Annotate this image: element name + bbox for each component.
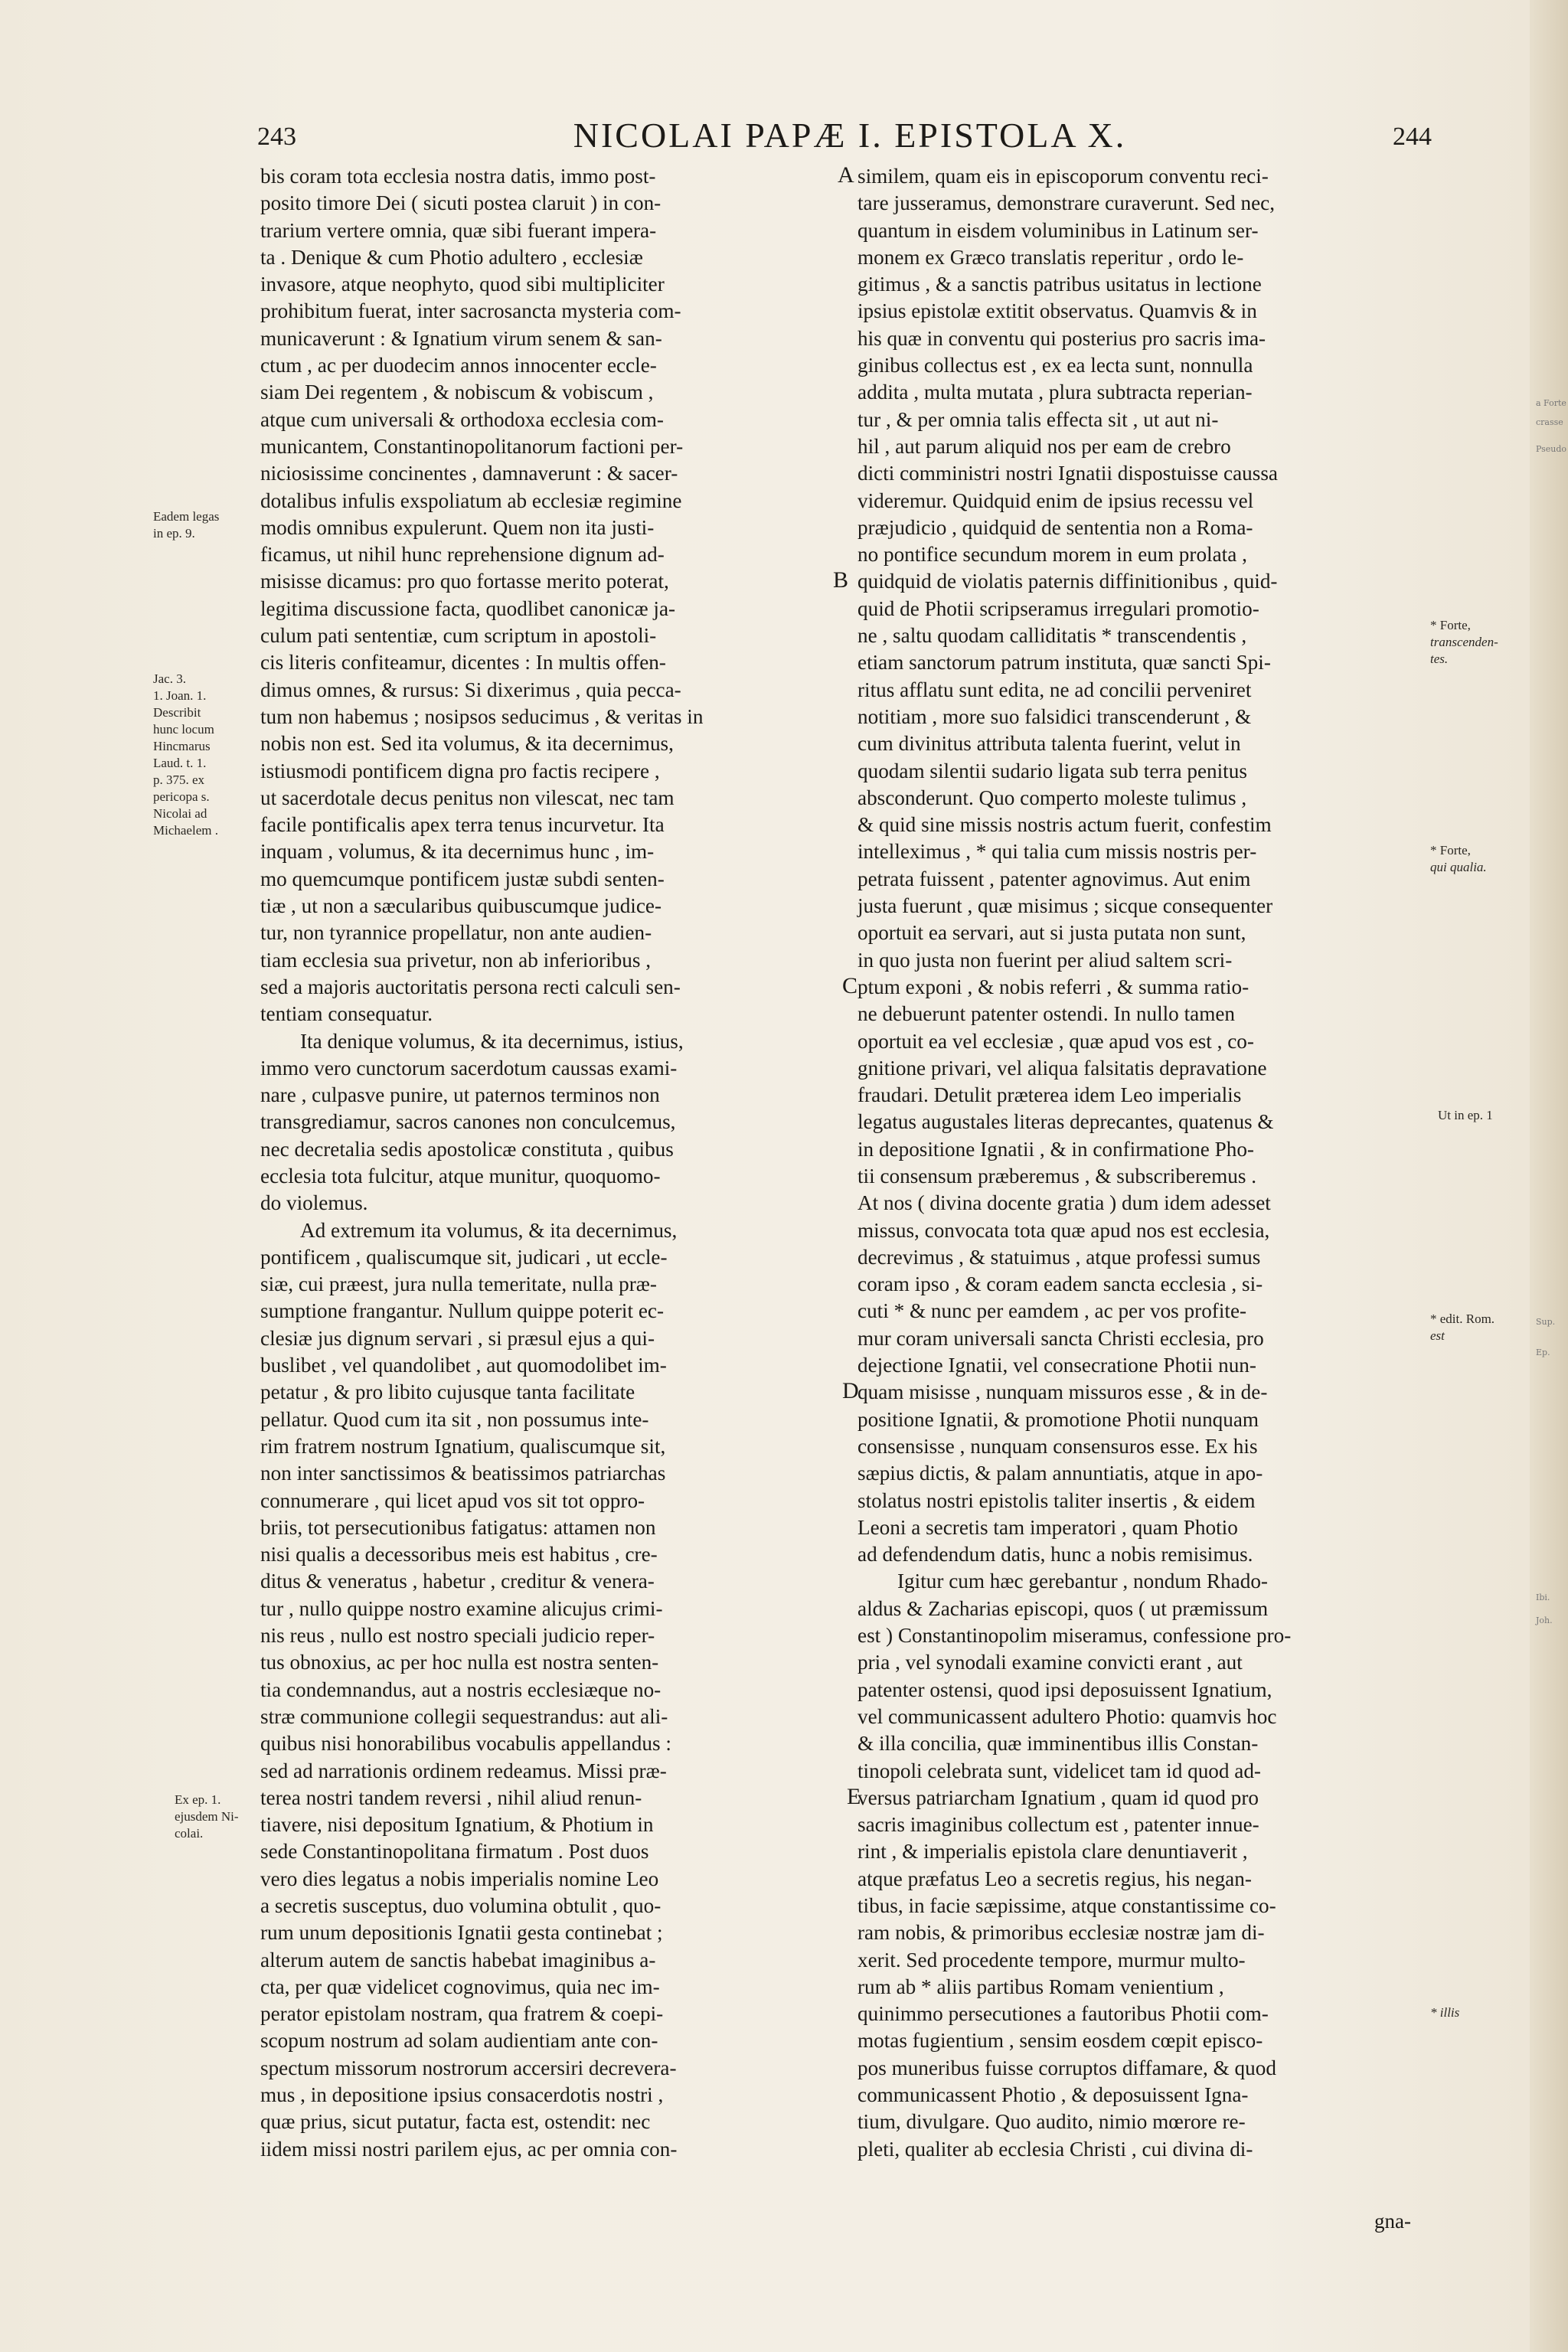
text-line: nare , culpasve punire, ut paternos terminos non [260,1083,660,1107]
edge-fragment: Pseudo [1536,444,1567,454]
text-line: & illa concilia, quæ imminentibus illis Constan- [858,1732,1259,1756]
section-mark-e: E [847,1784,861,1809]
text-line: quantum in eisdem voluminibus in Latinum ser- [858,218,1259,242]
text-line: niciosissime concinentes , damnaverunt : & sacer- [260,462,678,485]
text-line: municantem, Constantinopolitanorum factioni per- [260,434,684,458]
text-line: sumptione frangantur. Nullum quippe poterit ec- [260,1299,665,1323]
text-line: nis reus , nullo est nostro speciali judicio reper- [260,1624,655,1648]
text-line: istiusmodi pontificem digna pro factis recipere , [260,759,660,782]
note-line: Eadem legas [153,509,220,524]
text-line: monem ex Græco translatis reperitur , ordo le- [858,245,1244,269]
margin-note-transcendentes [1430,617,1522,668]
text-line: nisi qualis a decessoribus meis est habitus , cre- [260,1543,658,1566]
note-line: Ex ep. 1. [175,1792,221,1807]
section-mark-d: D [842,1378,859,1403]
text-line: do violemus. [260,1191,368,1215]
text-line: præjudicio , quidquid de sententia non a Roma- [858,515,1253,539]
note-line: in ep. 9. [153,526,195,541]
text-line: cis literis confiteamur, dicentes : In multis offen- [260,651,666,675]
note-line: * Forte, [1430,618,1471,632]
text-line: quinimmo persecutiones a fautoribus Photii com- [858,2002,1269,2026]
text-line: gitimus , & a sanctis patribus usitatus in lectione [858,273,1262,296]
text-line: absconderunt. Quo comperto moleste tulimus , [858,786,1247,809]
text-line: gnitione privari, vel aliqua falsitatis depravatione [858,1056,1267,1080]
text-line: siæ, cui præest, jura nulla temeritate, nulla præ- [260,1272,657,1296]
text-line: tiam ecclesia sua privetur, non ab inferioribus , [260,948,652,972]
text-line: municaverunt : & Ignatium virum senem & san- [260,326,662,350]
text-line: quodam silentii sudario ligata sub terra penitus [858,759,1247,782]
note-line: 1. Joan. 1. [153,688,207,703]
text-line: sacris imaginibus collectum est , patenter innue- [858,1813,1259,1837]
text-line: rim fratrem nostrum Ignatium, qualiscumque sit, [260,1434,666,1458]
text-line: briis, tot persecutionibus fatigatus: attamen non [260,1515,656,1539]
text-line: spectum missorum nostrorum accersiri decrevera- [260,2056,677,2079]
text-line: communicassent Photio , & deposuissent Igna- [858,2083,1249,2107]
text-line: tur , & per omnia talis effecta sit , ut aut ni- [858,407,1219,431]
text-line: ptum exponi , & nobis referri , & summa ratio- [858,975,1250,998]
text-line: versus patriarcham Ignatium , quam id quod pro [858,1785,1259,1809]
text-line: consensisse , nunquam consensuros esse. Ex his [858,1434,1258,1458]
text-line: connumerare , qui licet apud vos sit tot oppro- [260,1488,645,1512]
margin-note-illis [1430,2004,1514,2021]
text-line: culum pati sententiæ, cum scriptum in apostoli- [260,624,657,648]
text-line: pleti, qualiter ab ecclesia Christi , cui divina di- [858,2137,1253,2161]
note-line: ejusdem Ni- [175,1809,239,1824]
note-line: Describit [153,705,201,720]
margin-note-ex-ep [175,1792,259,1842]
text-line: tum non habemus ; nosipsos seducimus , & veritas in [260,704,704,728]
text-line: dicti comministri nostri Ignatii dispostuisse caussa [858,462,1278,485]
text-line: in quo justa non fuerint per aliud saltem scri- [858,948,1233,972]
note-line: est [1430,1328,1445,1343]
facing-page-edge [1530,0,1568,2352]
text-line: facile pontificalis apex terra tenus incurvetur. Ita [260,813,665,837]
text-line: ctum , ac per duodecim annos innocenter eccle- [260,354,657,377]
text-line: missus, convocata tota quæ apud nos est ecclesia, [858,1218,1270,1242]
text-line: xerit. Sed procedente tempore, murmur multo- [858,1948,1246,1971]
text-line: vero dies legatus a nobis imperialis nomine Leo [260,1867,659,1890]
text-line: & quid sine missis nostris actum fuerit, confestim [858,813,1272,837]
text-line: stolatus nostri epistolis taliter insertis , & eidem [858,1488,1256,1512]
edge-fragment: Sup. [1536,1317,1556,1327]
text-line: tur , nullo quippe nostro examine alicujus crimi- [260,1596,663,1620]
text-line: quibus nisi honorabilibus vocabulis appellandus : [260,1732,671,1756]
text-line: pellatur. Quod cum ita sit , non possumus inte- [260,1407,649,1431]
text-line: nobis non est. Sed ita volumus, & ita decernimus, [260,732,674,756]
left-column-text [260,163,842,2163]
section-mark-a: A [838,162,854,188]
text-line: tare jusseramus, demonstrare curaverunt. Sed nec, [858,191,1276,215]
text-line: buslibet , vel quandolibet , aut quomodolibet im- [260,1354,667,1377]
page-header [253,115,1447,161]
text-line: ipsius epistolæ extitit observatus. Quamvis & in [858,299,1257,323]
text-line: ne , saltu quodam calliditatis * transcendentis , [858,624,1247,648]
text-line: trarium vertere omnia, quæ sibi fuerant impera- [260,218,657,242]
text-line: tus obnoxius, ac per hoc nulla est nostra senten- [260,1651,659,1674]
note-line: hunc locum [153,722,214,737]
text-line: petatur , & pro libito cujusque tanta facilitate [260,1380,635,1404]
note-line: * illis [1430,2005,1460,2020]
text-line: ficamus, ut nihil hunc reprehensione dignum ad- [260,543,665,567]
text-line: quid de Photii scripseramus irregulari promotio- [858,596,1259,620]
text-line: sæpius dictis, & palam annuntiatis, atque in apo- [858,1462,1263,1485]
text-line: invasore, atque neophyto, quod sibi multipliciter [260,273,665,296]
note-line: * Forte, [1430,843,1471,858]
text-line: tentiam consequatur. [260,1002,433,1026]
text-line: rint , & imperialis epistola clare denuntiaverit , [858,1840,1248,1864]
text-line: decrevimus , & statuimus , atque professi sumus [858,1245,1261,1269]
text-line: ram nobis, & primoribus ecclesiæ nostræ jam di- [858,1921,1265,1945]
catchword: gna- [1374,2210,1411,2233]
text-line: justa fuerunt , quæ misimus ; sicque consequenter [858,894,1273,918]
text-line: dimus omnes, & rursus: Si dixerimus , quia pecca- [260,678,681,701]
text-line: coram ipso , & coram eadem sancta ecclesia , si- [858,1272,1263,1296]
margin-note-ut-in-ep [1438,1107,1522,1124]
note-line: Jac. 3. [153,671,186,686]
text-line: alterum autem de sanctis habebat imaginibus a- [260,1948,656,1971]
text-line: patenter ostensi, quod ipsi deposuissent Ignatium, [858,1677,1272,1701]
edge-fragment: Joh. [1536,1615,1553,1625]
text-line: tinopoli celebrata sunt, videlicet tam id quod ad- [858,1759,1261,1782]
text-line: mus , in depositione ipsius consacerdotis nostri , [260,2083,664,2107]
text-line: At nos ( divina docente gratia ) dum idem adesset [858,1191,1271,1215]
text-line: similem, quam eis in episcoporum conventu reci- [858,165,1269,188]
note-line: colai. [175,1826,204,1841]
note-line: p. 375. ex [153,773,205,787]
text-line: atque cum universali & orthodoxa ecclesia com- [260,407,664,431]
text-line: positione Ignatii, & promotione Photii nunquam [858,1407,1259,1431]
text-line: videremur. Quidquid enim de ipsius recessu vel [858,488,1254,512]
note-line: Michaelem . [153,823,218,838]
text-line: cum divinitus attributa talenta fuerint, velut in [858,732,1241,756]
margin-note-qui-qualia [1430,842,1522,876]
text-line: misisse dicamus: pro quo fortasse merito poterat, [260,570,669,593]
text-line: terea nostri tandem reversi , nihil aliud renun- [260,1785,642,1809]
text-line: mo quemcumque pontificem justæ subdi senten- [260,867,665,890]
text-line: fraudari. Detulit præterea idem Leo imperialis [858,1083,1242,1107]
note-line: qui qualia. [1430,860,1487,874]
text-line: ut sacerdotale decus penitus non vilescat, nec tam [260,786,675,809]
text-line: quæ prius, sicut putatur, facta est, ostendit: nec [260,2110,651,2134]
text-line: ad defendendum datis, hunc a nobis remisimus. [858,1543,1253,1566]
text-line: quidquid de violatis paternis diffinitionibus , quid- [858,570,1278,593]
right-column-text [858,163,1447,2163]
page-number-right: 244 [1393,122,1432,151]
text-line: tiæ , ut non a sæcularibus quibuscumque judice- [260,894,662,918]
text-line: posito timore Dei ( sicuti postea claruit ) in con- [260,191,662,215]
text-line: ta . Denique & cum Photio adultero , ecclesiæ [260,245,643,269]
text-line: pria , vel synodali examine convicti erant , aut [858,1651,1243,1674]
note-line: tes. [1430,652,1449,666]
note-line: * edit. Rom. [1430,1312,1495,1326]
text-line: Ita denique volumus, & ita decernimus, istius, [300,1029,684,1053]
margin-note-hincmarus [153,671,253,839]
text-line: legitima discussione facta, quodlibet canonicæ ja- [260,596,676,620]
text-line: dotalibus infulis exspoliatum ab ecclesiæ regimine [260,488,682,512]
text-line: hil , aut parum aliquid nos per eam de crebro [858,434,1231,458]
text-line: no pontifice secundum morem in eum prolata , [858,543,1247,567]
text-line: bis coram tota ecclesia nostra datis, immo post- [260,165,656,188]
text-line: Ad extremum ita volumus, & ita decernimus, [300,1218,678,1242]
text-line: stræ communione collegii sequestrandus: aut ali- [260,1704,668,1728]
text-line: quam misisse , nunquam missuros esse , & in de- [858,1380,1268,1404]
text-line: ecclesia tota fulcitur, atque munitur, quoquomo- [260,1164,661,1187]
text-line: tiavere, nisi depositum Ignatium, & Photium in [260,1813,654,1837]
text-line: oportuit ea vel ecclesiæ , quæ apud vos est , co- [858,1029,1254,1053]
text-line: aldus & Zacharias episcopi, quos ( ut præmissum [858,1596,1269,1620]
text-line: ne debuerunt patenter ostendi. In nullo tamen [858,1002,1235,1026]
text-line: ditus & veneratus , habetur , creditur & venera- [260,1570,655,1593]
text-line: immo vero cunctorum sacerdotum caussas exami- [260,1056,678,1080]
text-line: notitiam , more suo falsidici transcenderunt , & [858,704,1252,728]
text-line: transgrediamur, sacros canones non conculcemus, [260,1110,676,1134]
text-line: addita , multa mutata , plura subtracta reperian- [858,381,1253,404]
text-line: nec decretalia sedis apostolicæ constituta , quibus [260,1137,674,1161]
text-line: atque præfatus Leo a secretis regius, his negan- [858,1867,1252,1890]
text-line: pontificem , qualiscumque sit, judicari , ut eccle- [260,1245,668,1269]
text-line: ginibus collectus est , ex ea lecta sunt, nonnulla [858,354,1253,377]
text-line: pos muneribus fuisse corruptos diffamare, & quod [858,2056,1276,2079]
text-line: a secretis susceptus, duo volumina obtulit , quo- [260,1894,662,1917]
text-line: cta, per quæ videlicet cognovimus, quia nec im- [260,1975,660,1998]
note-line: Nicolai ad [153,806,207,821]
edge-fragment: crasse [1536,417,1563,427]
text-line: his quæ in conventu qui posterius pro sacris ima- [858,326,1266,350]
text-line: clesiæ jus dignum servari , si præsul ejus a qui- [260,1326,655,1350]
note-line: Laud. t. 1. [153,756,207,770]
text-line: mur coram universali sancta Christi ecclesia, pro [858,1326,1264,1350]
text-line: tur, non tyrannice propellatur, non ante audien- [260,921,652,945]
text-line: petrata fuissent , patenter agnovimus. Aut enim [858,867,1251,890]
text-line: est ) Constantinopolim miseramus, confessione pro- [858,1624,1292,1648]
text-line: non inter sanctissimos & beatissimos patriarchas [260,1462,666,1485]
text-line: etiam sanctorum patrum instituta, quæ sancti Spi- [858,651,1271,675]
page-number-left: 243 [257,122,296,151]
edge-fragment: a Forte [1536,398,1566,408]
text-line: prohibitum fuerat, inter sacrosancta mysteria com- [260,299,681,323]
note-line: Hincmarus [153,739,211,753]
text-line: dejectione Ignatii, vel consecratione Photii nun- [858,1354,1256,1377]
text-line: tibus, in facie sæpissime, atque constantissime co- [858,1894,1276,1917]
text-line: tia condemnandus, aut a nostris ecclesiæque no- [260,1677,662,1701]
text-line: cuti * & nunc per eamdem , ac per vos profite- [858,1299,1247,1323]
text-line: ritus afflatu sunt edita, ne ad concilii perveniret [858,678,1252,701]
note-line: pericopa s. [153,789,210,804]
text-line: iidem missi nostri parilem ejus, ac per omnia con- [260,2137,678,2161]
page-title: NICOLAI PAPÆ I. EPISTOLA X. [573,116,1127,155]
text-line: vel communicassent adultero Photio: quamvis hoc [858,1704,1277,1728]
text-line: in depositione Ignatii , & in confirmatione Pho- [858,1137,1254,1161]
text-line: rum ab * aliis partibus Romam venientium , [858,1975,1224,1998]
text-line: rum unum depositionis Ignatii gesta continebat ; [260,1921,663,1945]
text-line: sede Constantinopolitana firmatum . Post duos [260,1840,649,1864]
text-line: siam Dei regentem , & nobiscum & vobiscum , [260,381,654,404]
section-mark-b: B [833,567,849,593]
section-mark-c: C [842,973,858,998]
text-line: intelleximus , * qui talia cum missis nostris per- [858,840,1257,864]
edge-fragment: Ibi. [1536,1592,1550,1602]
text-line: motas fugientium , sensim eosdem cœpit episco- [858,2029,1263,2053]
note-line: Ut in ep. 1 [1438,1108,1493,1122]
text-line: tii consensum præberemus , & subscriberemus . [858,1164,1257,1187]
text-line: modis omnibus expulerunt. Quem non ita justi- [260,515,655,539]
text-line: inquam , volumus, & ita decernimus hunc , im- [260,840,655,864]
text-line: Igitur cum hæc gerebantur , nondum Rhado- [897,1570,1268,1593]
text-line: perator epistolam nostram, qua fratrem & coepi- [260,2002,664,2026]
text-line: Leoni a secretis tam imperatori , quam Photio [858,1515,1238,1539]
text-line: tium, divulgare. Quo audito, nimio mœrore re- [858,2110,1246,2134]
margin-note-edit-rom [1430,1311,1522,1344]
text-line: sed a majoris auctoritatis persona recti calculi sen- [260,975,681,998]
text-line: scopum nostrum ad solam audientiam ante con- [260,2029,658,2053]
text-line: sed ad narrationis ordinem redeamus. Missi præ- [260,1759,667,1782]
text-line: legatus augustales literas deprecantes, quatenus & [858,1110,1274,1134]
edge-fragment: Ep. [1536,1348,1550,1357]
text-line: oportuit ea servari, aut si justa putata non sunt, [858,921,1246,945]
margin-note-eadem [153,508,253,542]
note-line: transcenden- [1430,635,1498,649]
